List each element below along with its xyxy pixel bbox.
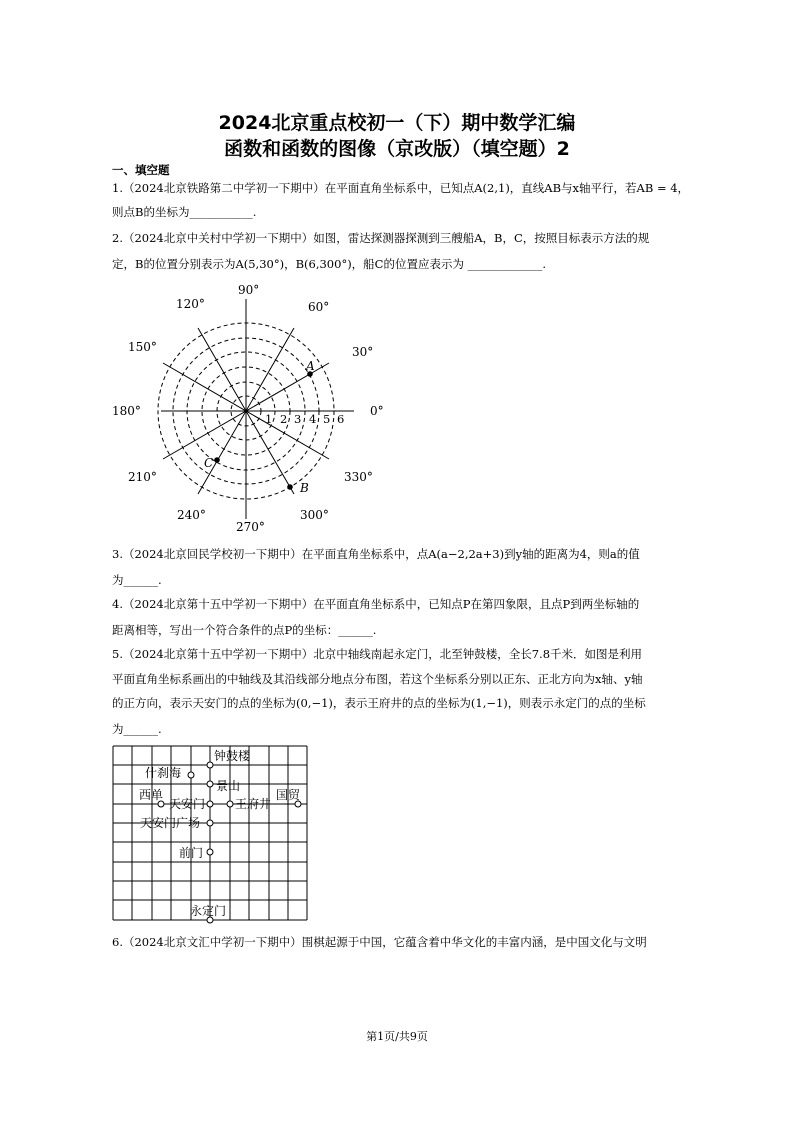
place-label-shichahai: 什刹海 [145,766,182,780]
ship-b-label: B [300,481,309,495]
angle-label-60: 60° [308,300,330,314]
place-label-zhonggulou: 钟鼓楼 [214,749,251,763]
point-jingshan [207,781,213,787]
place-label-wangfujing: 王府井 [235,797,272,811]
question-1-line-1: 1.（2024北京铁路第二中学初一下期中）在平面直角坐标系中，已知点A(2,1)，直线AB与x轴平行，若AB = 4， [112,181,690,195]
section-heading: 一、填空题 [112,163,170,177]
place-label-guomao: 国贸 [276,788,301,802]
place-label-jingshan: 景山 [216,779,241,793]
angle-label-30: 30° [352,345,374,359]
ship-a-label: A [306,359,315,373]
place-label-yongdingmen: 永定门 [190,904,227,918]
page-footer: 第1页/共9页 [366,1030,428,1043]
point-wangfujing [227,801,233,807]
radius-label-6: 6 [337,412,345,426]
place-label-qianmen: 前门 [179,846,204,860]
ship-c-label: C [204,456,214,470]
question-5-line-3: 的正方向，表示天安门的点的坐标为(0,−1)，表示王府井的点的坐标为(1,−1)，则表示永定门的点的坐标 [112,696,646,710]
question-5-line-1: 5.（2024北京第十五中学初一下期中）北京中轴线南起永定门，北至钟鼓楼，全长7.8千米．如图是利用 [112,647,643,661]
page-subtitle: 函数和函数的图像（京改版）（填空题）2 [224,138,570,160]
angle-label-180: 180° [112,404,141,418]
point-qianmen [207,849,213,855]
point-tiananmen [207,801,213,807]
angle-label-330: 330° [344,470,373,484]
radius-label-1: 1 [265,412,273,426]
angle-label-300: 300° [300,508,329,522]
angle-label-0: 0° [370,404,384,418]
angle-label-120: 120° [176,297,205,311]
point-zhonggulou [207,762,213,768]
radius-label-3: 3 [294,412,302,426]
angle-label-90: 90° [238,283,260,297]
point-shichahai [188,772,194,778]
radius-label-5: 5 [323,412,331,426]
angle-label-210: 210° [128,470,157,484]
point-tiananmen-square [207,820,213,826]
question-2-line-2: 定，B的位置分别表示为A(5,30°)，B(6,300°)，船C的位置应表示为 _____________. [112,257,547,271]
page-title: 2024北京重点校初一（下）期中数学汇编 [218,112,576,134]
place-label-tiananmen-square: 天安门广场 [140,816,201,830]
question-1-line-2: 则点B的坐标为___________. [112,205,257,219]
question-3-line-1: 3.（2024北京回民学校初一下期中）在平面直角坐标系中，点A(a−2,2a+3)到y轴的距离为4，则a的值 [112,547,640,561]
question-4-line-2: 距离相等，写出一个符合条件的点P的坐标：______. [112,623,377,637]
question-5-line-2: 平面直角坐标系画出的中轴线及其沿线部分地点分布图，若这个坐标系分别以正东、正北方向为x轴、y轴 [112,672,643,686]
radius-label-4: 4 [309,412,317,426]
angle-label-270: 270° [236,520,265,534]
question-3-line-2: 为______. [112,573,162,587]
question-6-line-1: 6.（2024北京文汇中学初一下期中）围棋起源于中国，它蕴含着中华文化的丰富内涵，是中国文化与文明 [112,935,647,949]
place-label-tiananmen: 天安门 [169,797,206,811]
place-label-xidan: 西单 [139,788,164,802]
angle-label-150: 150° [128,340,157,354]
question-5-line-4: 为______. [112,722,162,736]
angle-label-240: 240° [177,508,206,522]
radius-label-2: 2 [280,412,288,426]
question-2-line-1: 2.（2024北京中关村中学初一下期中）如图，雷达探测器探测到三艘船A，B，C，按照目标表示方法的规 [112,231,650,245]
question-4-line-1: 4.（2024北京第十五中学初一下期中）在平面直角坐标系中，已知点P在第四象限，且点P到两坐标轴的 [112,597,640,611]
